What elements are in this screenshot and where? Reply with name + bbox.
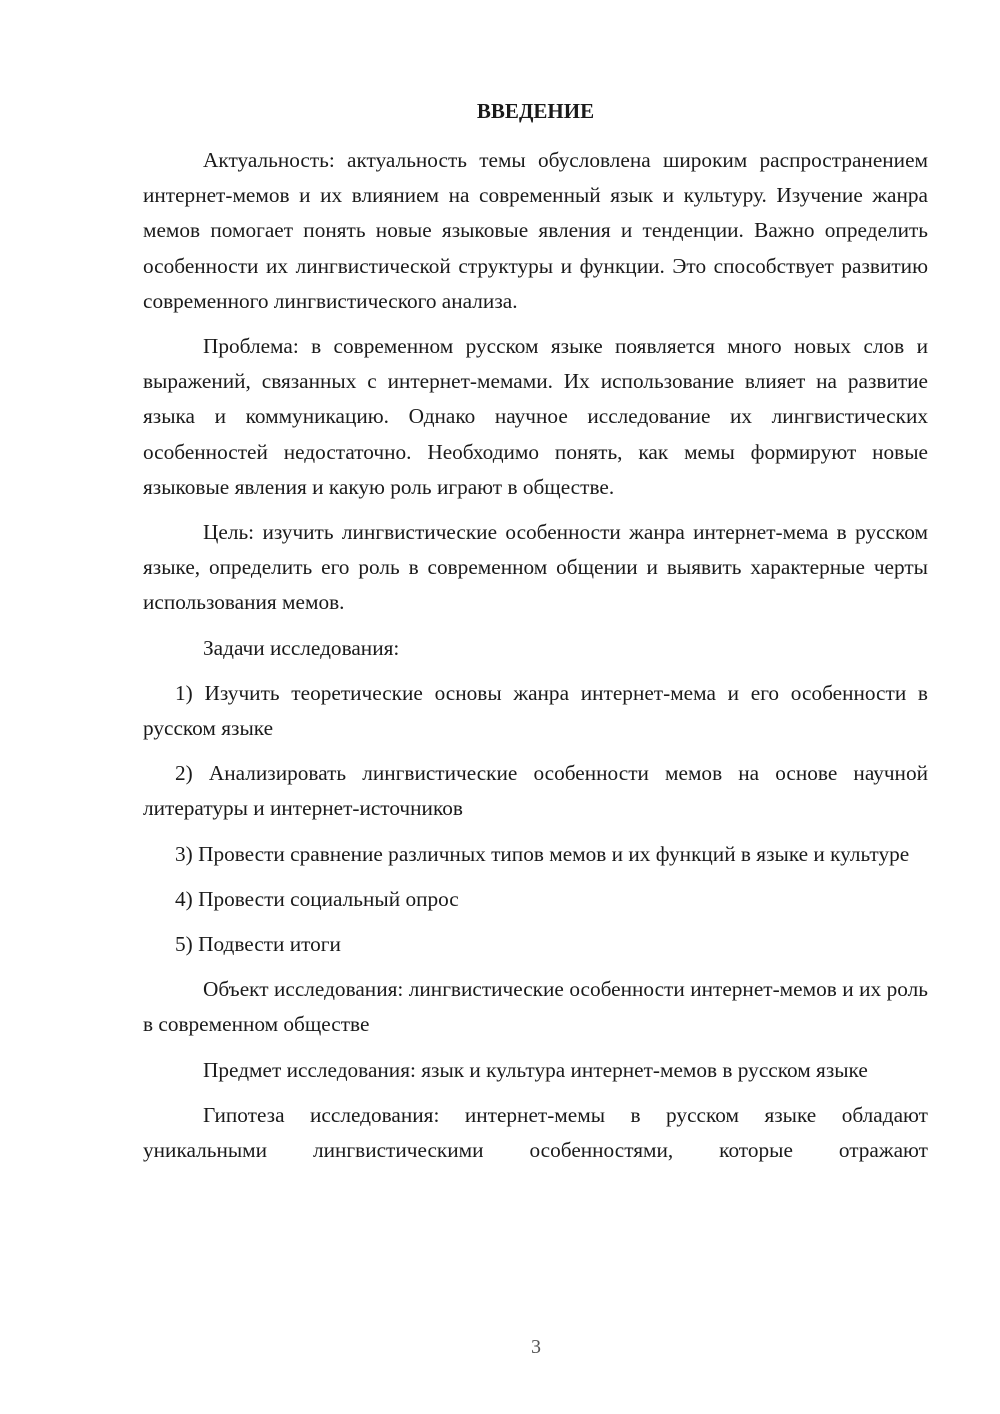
page-number: 3 [531, 1336, 541, 1358]
paragraph-goal: Цель: изучить лингвистические особенности жанра интернет-мема в русском языке, определить его роль в современном общении и выявить характерные черты использования мемов. [143, 520, 928, 615]
document-body [143, 143, 928, 1178]
paragraph-tasks-heading: Задачи исследования: [203, 635, 400, 660]
section-heading: ВВЕДЕНИЕ [476, 99, 595, 123]
task-item-4: 4) Провести социальный опрос [175, 886, 459, 911]
paragraph-object: Объект исследования: лингвистические особенности интернет-мемов и их роль в современном обществе [143, 977, 928, 1037]
task-item-5: 5) Подвести итоги [175, 932, 341, 957]
task-item-1: 1) Изучить теоретические основы жанра интернет-мема и его особенности в русском языке [143, 680, 928, 741]
task-item-3: 3) Провести сравнение различных типов мемов и их функций в языке и культуре [175, 841, 910, 866]
paragraph-problem: Проблема: в современном русском языке появляется много новых слов и выражений, связанных с интернет-мемами. Их использование влияет на развитие языка и коммуникацию. Однако научное исследование их лингвистических особенностей недостаточно. Необходимо понять, как мемы формируют новые языковые явления и какую роль играют в обществе. [143, 334, 928, 499]
task-item-2: 2) Анализировать лингвистические особенности мемов на основе научной литературы и интернет-источников [143, 761, 928, 821]
paragraph-subject: Предмет исследования: язык и культура интернет-мемов в русском языке [203, 1057, 868, 1082]
paragraph-relevance: Актуальность: актуальность темы обусловлена широким распространением интернет-мемов и их влиянием на современный язык и культуру. Изучение жанра мемов помогает понять новые языковые явления и тенденции. Важно определить особенности их лингвистической структуры и функции. Это способствует развитию современного лингвистического анализа. [143, 148, 928, 313]
paragraph-hypothesis: Гипотеза исследования: интернет-мемы в русском языке обладают уникальными лингвистическими особенностями, которые отражают [143, 1102, 928, 1163]
